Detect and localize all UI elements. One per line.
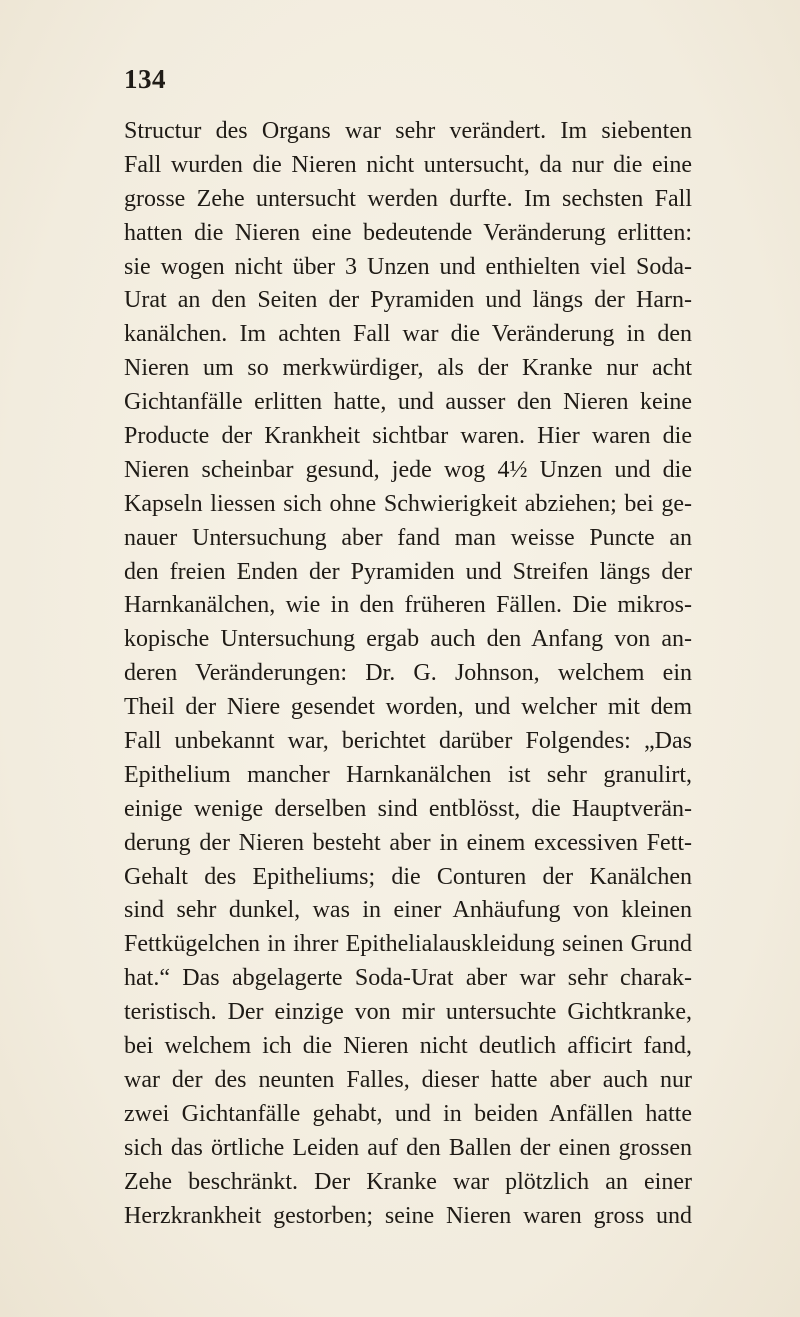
text-line: Epithelium mancher Harnkanälchen ist sehr granulirt, [124,761,692,788]
text-line: Producte der Krankheit sichtbar waren. Hier waren die [124,423,692,450]
text-line: Structur des Organs war sehr verändert. Im siebenten [124,118,692,144]
text-line: Herzkrankheit gestorben; seine Nieren waren gross und [124,1202,692,1229]
text-line: deren Veränderungen: Dr. G. Johnson, welchem ein [124,660,692,687]
text-line: Fall wurden die Nieren nicht untersucht, da nur die eine [124,151,692,178]
text-line: derung der Nieren besteht aber in einem excessiven Fett- [124,829,692,856]
text-line: Theil der Niere gesendet worden, und welcher mit dem [124,694,692,721]
text-line: sind sehr dunkel, was in einer Anhäufung von kleinen [124,897,692,924]
text-line: grosse Zehe untersucht werden durfte. Im sechsten Fall [124,185,692,212]
text-line: Fall unbekannt war, berichtet darüber Folgendes: „Das [124,728,692,755]
text-line: sie wogen nicht über 3 Unzen und enthielten viel Soda- [124,253,692,280]
text-line: Gichtanfälle erlitten hatte, und ausser den Nieren keine [124,389,692,416]
text-line: Zehe beschränkt. Der Kranke war plötzlich an einer [124,1168,692,1195]
text-line: Kapseln liessen sich ohne Schwierigkeit abziehen; bei ge- [124,490,692,517]
text-line: kanälchen. Im achten Fall war die Veränderung in den [124,321,692,348]
text-line: Urat an den Seiten der Pyramiden und längs der Harn- [124,287,692,314]
text-line: hatten die Nieren eine bedeutende Veränderung erlitten: [124,219,692,246]
text-line: bei welchem ich die Nieren nicht deutlich afficirt fand, [124,1033,692,1060]
text-line: war der des neunten Falles, dieser hatte aber auch nur [124,1066,692,1093]
page-number: 134 [124,64,166,94]
body-text [124,115,692,1233]
text-line: Fettkügelchen in ihrer Epithelialauskleidung seinen Grund [124,931,692,958]
text-line: teristisch. Der einzige von mir untersuchte Gichtkranke, [124,999,692,1026]
text-line: Harnkanälchen, wie in den früheren Fällen. Die mikros- [124,592,692,619]
text-line: Nieren scheinbar gesund, jede wog 4½ Unzen und die [124,456,692,483]
text-line: Gehalt des Epitheliums; die Conturen der Kanälchen [124,863,692,890]
text-line: zwei Gichtanfälle gehabt, und in beiden Anfällen hatte [124,1100,692,1127]
text-line: einige wenige derselben sind entblösst, die Hauptverän- [124,795,692,822]
text-line: Nieren um so merkwürdiger, als der Kranke nur acht [124,355,692,382]
text-line: nauer Untersuchung aber fand man weisse Puncte an [124,524,692,551]
text-line: hat.“ Das abgelagerte Soda-Urat aber war sehr charak- [124,965,692,992]
text-line: kopische Untersuchung ergab auch den Anfang von an- [124,626,692,653]
text-line: den freien Enden der Pyramiden und Streifen längs der [124,558,692,585]
text-line: sich das örtliche Leiden auf den Ballen der einen grossen [124,1134,692,1161]
